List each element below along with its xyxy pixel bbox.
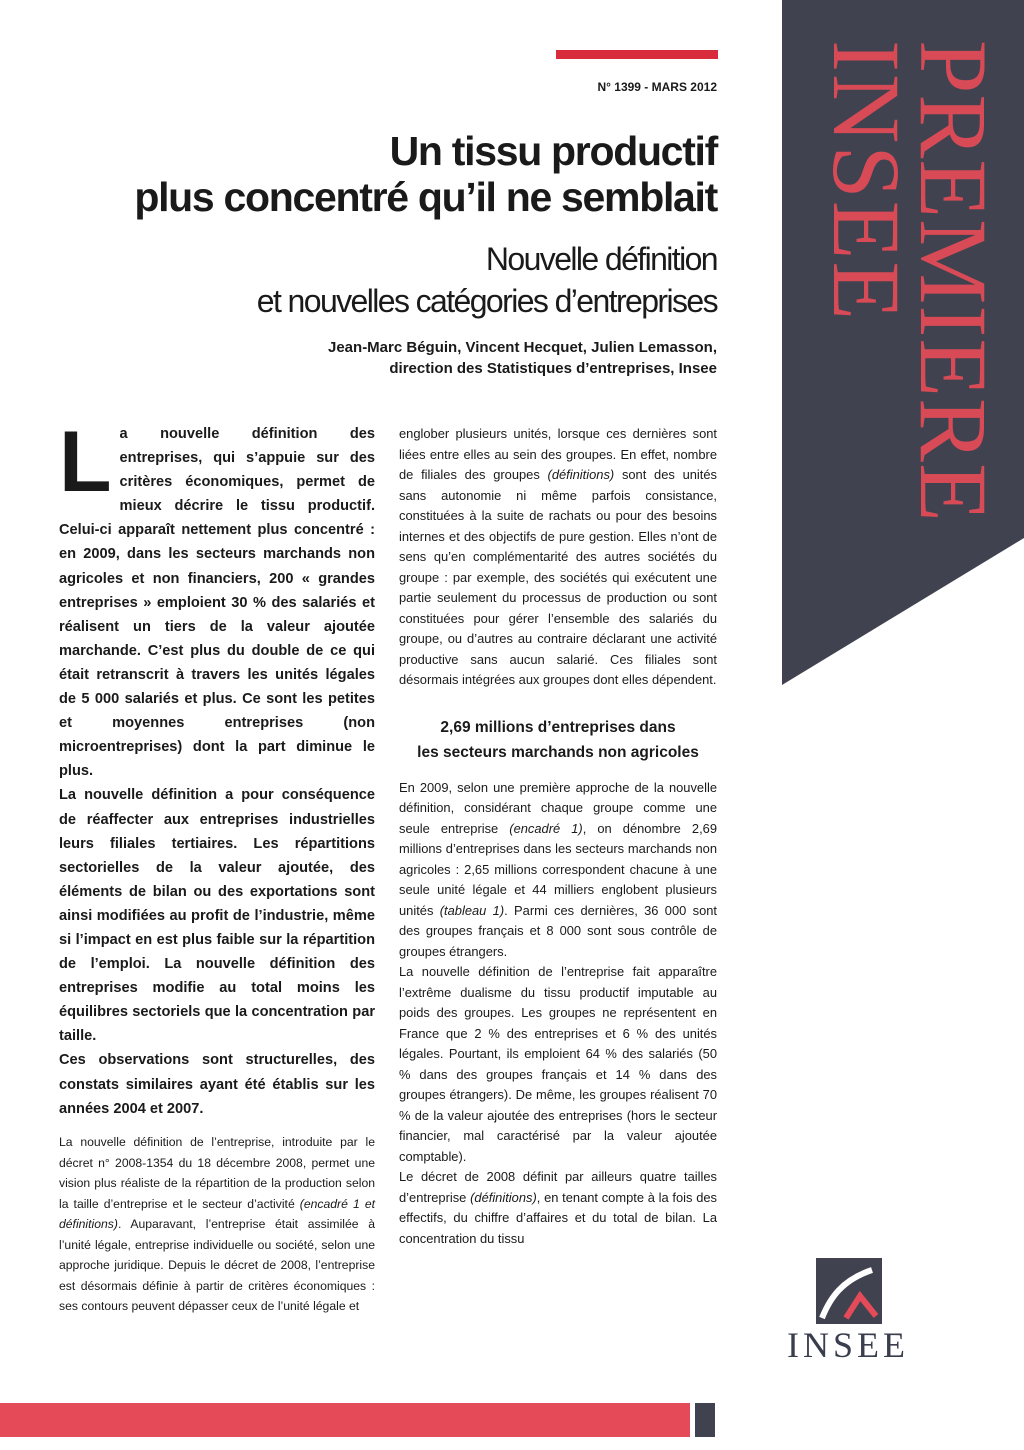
insee-logo-text: INSEE [787,1325,909,1365]
intro-text-a: La nouvelle définition de l’entreprise, introduite par le décret n° 2008-1354 du 18 décembre 2008, permet une vision plus réaliste de la répartition de la production selon la taille d’entreprise et le secteur d’activité [59,1135,375,1211]
authors-line-2: direction des Statistiques d’entreprises, Insee [389,360,717,377]
banner-title-insee: INSEE [813,40,920,322]
issue-number: N° 1399 - MARS 2012 [597,80,717,94]
section-heading-line-1: 2,69 millions d’entreprises dans [440,718,676,736]
body-p2-c: . Parmi ces dernières, 36 000 sont des groupes français et 8 000 sont sous contrôle de groupes étrangers. [399,902,717,959]
section-heading-line-2: les secteurs marchands non agricoles [417,743,699,761]
body-p2-reference-1: (encadré 1) [509,820,583,836]
intro-text-b: . Auparavant, l’entreprise était assimilée à l’unité légale, entreprise individuelle ou société, selon une approche juridique. Depuis le décret de 2008, l’entreprise est désormais définie à partir de critères économiques : ses contours peuvent dépasser ceux de l’unité légale et [59,1217,375,1313]
title-line-1: Un tissu productif [389,128,717,174]
footer-tab [695,1403,715,1437]
body-p1-reference: (définitions) [547,467,615,482]
header-rule [556,50,718,59]
page-subtitle [257,238,717,322]
body-p4-b: , en tenant compte à la fois des effectifs, du chiffre d’affaires et du total de bilan. La concentration du tissu [399,1189,718,1246]
lead-paragraph-1-text: a nouvelle définition des entreprises, qui s’appuie sur des critères économiques, permet de mieux décrire le tissu productif. Celui-ci apparaît nettement plus concentré : en 2009, dans les secteurs marchands non agricoles et non financiers, 200 « grandes entreprises » emploient 30 % des salariés et réalisent un tiers de la valeur ajoutée marchande. C’est plus du double de ce qui était retranscrit à travers les unités légales de 5 000 salariés et plus. Ce sont les petites et moyennes entreprises (non microentreprises) dont la part diminue le plus. [59,426,375,780]
title-line-2: plus concentré qu’il ne semblait [134,174,717,220]
body-paragraph-4 [399,1167,717,1249]
banner-title-premiere: PREMIERE [900,40,1007,523]
footer-bar [0,1403,690,1437]
lead-paragraph-3: Ces observations sont structurelles, des constats similaires ayant été établis sur les années 2004 et 2007. [59,1052,375,1117]
body-p2-b: , on dénombre 2,69 millions d’entreprises dans les secteurs marchands non agricoles : 2,65 millions correspondent chacune à une seule unité légale et 44 milliers englobent plusieurs unités [399,820,717,918]
body-p1-b: sont des unités sans autonomie ni même parfois consistance, constituées à la suite de rachats ou pour des besoins internes et des objectifs de pure gestion. Elles n’ont de sens qu’en complémentarité des autres sociétés du groupe : par exemple, des sociétés qui exécutent une partie seulement du processus de production ou sont constituées pour gérer l’ensemble des salariés du groupe, ou d’autres au contraire déclarant une activité productive sans aucun salarié. Ces filiales sont désormais intégrées aux groupes dont elles dépendent. [399,467,717,687]
body-p2-a: En 2009, selon une première approche de la nouvelle définition, considérant chaque groupe comme une seule entreprise [399,779,717,836]
body-column-2 [399,424,717,1249]
section-heading [399,715,717,765]
intro-reference: (encadré 1 et définitions) [59,1196,375,1231]
authors [328,337,717,379]
page-title [134,128,717,220]
lead-paragraph-1 [59,414,375,783]
lead-text [59,414,375,1121]
body-paragraph-2 [399,778,717,963]
intro-paragraph [59,1132,375,1317]
body-paragraph-3: La nouvelle définition de l’entreprise fait apparaître l’extrême dualisme du tissu productif imputable au poids des groupes. Les groupes ne représentent en France que 2 % des entreprises et 6 % des unités légales. Pourtant, ils emploient 64 % des salariés (50 % dans des groupes français et 14 % dans des groupes étrangers). De même, les groupes réalisent 70 % de la valeur ajoutée des entreprises (hors le secteur financier, mal caractérisé par la valeur ajoutée comptable). [399,964,717,1164]
lead-paragraph-2: La nouvelle définition a pour conséquence de réaffecter aux entreprises industrielles leurs filiales tertiaires. Les répartitions sectorielles de la valeur ajoutée, des éléments de bilan ou des exportations sont ainsi modifiées au profit de l’industrie, même si l’impact en est plus faible sur la répartition de l’emploi. La nouvelle définition des entreprises modifie au total moins les équilibres sectoriels que la concentration par taille. [59,787,375,1045]
body-paragraph-1 [399,424,717,691]
body-p4-reference: (définitions) [470,1189,537,1205]
subtitle-line-1: Nouvelle définition [485,241,717,277]
body-p2-reference-2: (tableau 1) [439,902,505,918]
authors-line-1: Jean-Marc Béguin, Vincent Hecquet, Julien Lemasson, [328,339,717,356]
subtitle-line-2: et nouvelles catégories d’entreprises [256,283,717,319]
body-p1-a: englober plusieurs unités, lorsque ces dernières sont liées entre elles au sein des groupes. En effet, nombre de filiales des groupes [399,426,717,482]
intro-text [59,1132,375,1317]
drop-cap: L [59,414,112,510]
body-p4-a: Le décret de 2008 définit par ailleurs quatre tailles d’entreprise [399,1169,717,1205]
insee-logo-mark-icon [816,1258,882,1324]
